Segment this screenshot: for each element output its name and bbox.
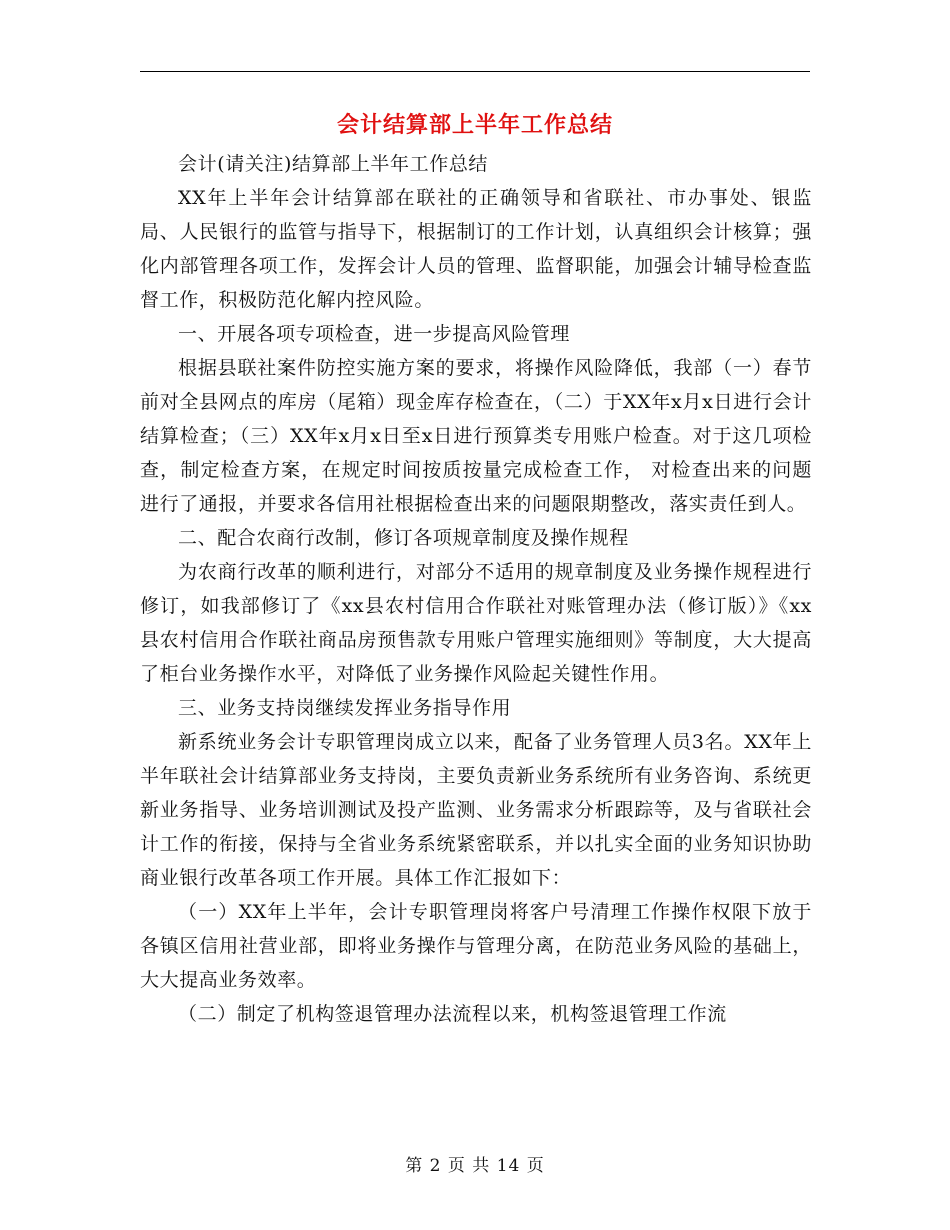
section-heading-2: 二、配合农商行改制，修订各项规章制度及操作规程 [178,527,629,549]
header-rule [140,71,810,72]
page-number: 第 2 页 共 14 页 [405,1156,545,1176]
paragraph-section-3: 新系统业务会计专职管理岗成立以来，配备了业务管理人员3名。XX年上半年联社会计结算部业务支持岗，主要负责新业务系统所有业务咨询、系统更新业务指导、业务培训测试及投产监测、业务需求分析跟踪等，及与省联社会计工作的衔接，保持与全省业务系统紧密联系，并以扎实全面的业务知识协助商业银行改革各项工作开展。具体工作汇报如下： [140,731,812,889]
paragraph-intro: XX年上半年会计结算部在联社的正确领导和省联社、市办事处、银监局、人民银行的监管与指导下，根据制订的工作计划，认真组织会计核算；强化内部管理各项工作，发挥会计人员的管理、监督职能，加强会计辅导检查监督工作，积极防范化解内控风险。 [140,187,812,311]
section-heading-1: 一、开展各项专项检查，进一步提高风险管理 [178,323,571,345]
paragraph-item-2: （二）制定了机构签退管理办法流程以来，机构签退管理工作流 [178,1003,727,1025]
paragraph-item-1: （一）XX年上半年，会计专职管理岗将客户号清理工作操作权限下放于各镇区信用社营业部，即将业务操作与管理分离，在防范业务风险的基础上，大大提高业务效率。 [140,901,812,991]
document-body [140,147,812,1031]
section-heading-3: 三、业务支持岗继续发挥业务指导作用 [178,697,512,719]
document-title: 会计结算部上半年工作总结 [336,112,613,138]
paragraph-section-2: 为农商行改革的顺利进行，对部分不适用的规章制度及业务操作规程进行修订，如我部修订了《xx县农村信用合作联社对账管理办法（修订版）》《xx县农村信用合作联社商品房预售款专用账户管理实施细则》等制度，大大提高了柜台业务操作水平，对降低了业务操作风险起关键性作用。 [140,561,812,685]
paragraph-subtitle: 会计(请关注)结算部上半年工作总结 [178,153,489,175]
paragraph-section-1: 根据县联社案件防控实施方案的要求，将操作风险降低，我部（一）春节前对全县网点的库房（尾箱）现金库存检查在，（二）于XX年x月x日进行会计结算检查；（三）XX年x月x日至x日进行预算类专用账户检查。对于这几项检查，制定检查方案，在规定时间按质按量完成检查工作， 对检查出来的问题进行了通报，并要求各信用社根据检查出来的问题限期整改，落实责任到人。 [140,357,812,515]
